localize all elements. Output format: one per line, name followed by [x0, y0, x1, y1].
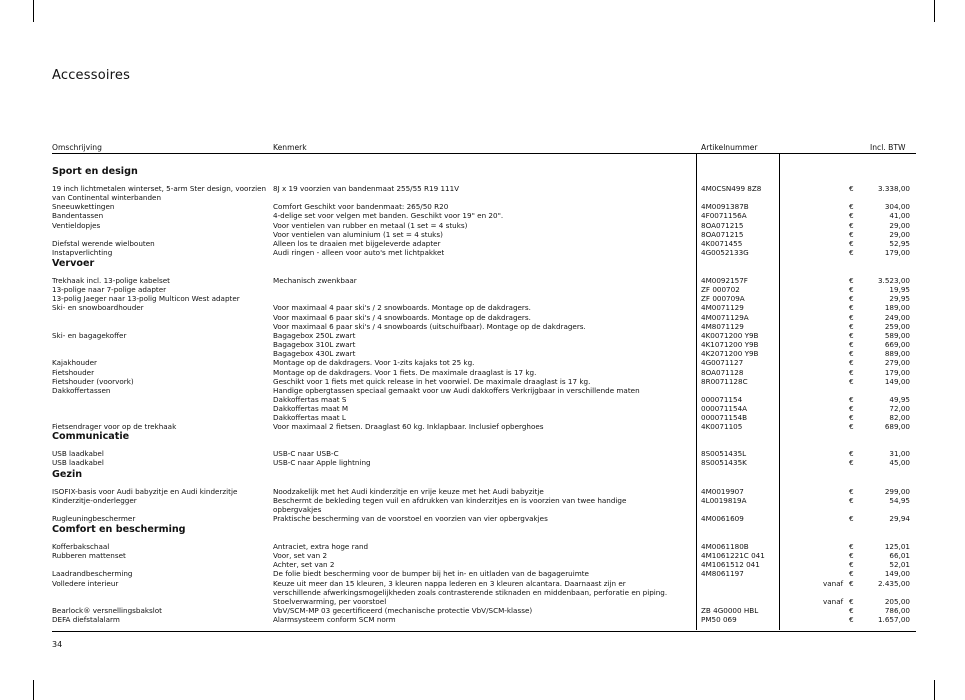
- item-feature: Geschikt voor 1 fiets met quick release in het voorwiel. De maximale draaglast is 17 kg.: [273, 376, 591, 386]
- item-article-number: 4G0071127: [701, 358, 744, 368]
- item-description: Sneeuwkettingen: [52, 202, 115, 212]
- currency-symbol: €: [849, 496, 854, 506]
- item-price: 29,00: [889, 229, 910, 239]
- item-feature: De folie biedt bescherming voor de bumper bij het in- en uitladen van de bagageruimte: [273, 569, 589, 579]
- item-feature: Antraciet, extra hoge rand: [273, 542, 369, 551]
- currency-symbol: €: [849, 551, 854, 561]
- item-price: 2.435,00: [877, 578, 910, 588]
- currency-symbol: €: [849, 238, 854, 248]
- item-feature: Stoelverwarming, per voorstoel: [273, 596, 387, 606]
- item-feature: Praktische bescherming van de voorstoel en voorzien van vier opbergvakjes: [273, 514, 548, 524]
- section-heading: Communicatie: [52, 431, 130, 442]
- currency-symbol: €: [849, 596, 854, 606]
- currency-symbol: €: [849, 394, 854, 404]
- item-article-number: PM50 069: [701, 615, 737, 625]
- item-article-number: 4M8061197: [701, 569, 744, 579]
- currency-symbol: €: [849, 376, 854, 386]
- item-price: 589,00: [884, 330, 910, 340]
- item-feature: Voor, set van 2: [273, 551, 328, 561]
- item-feature: Voor maximaal 4 paar ski's / 2 snowboards. Montage op de dakdragers.: [273, 303, 531, 313]
- item-price: 205,00: [884, 596, 910, 606]
- currency-symbol: €: [849, 578, 854, 588]
- item-article-number: 4M0071129A: [701, 312, 749, 322]
- item-article-number: 8OA071215: [701, 220, 744, 230]
- item-description: Diefstal werende wielbouten: [52, 238, 155, 248]
- item-price: 29,00: [889, 220, 910, 230]
- item-article-number: ZF 000702: [701, 285, 740, 295]
- column-header-price: Incl. BTW: [870, 143, 906, 152]
- currency-symbol: €: [849, 487, 854, 496]
- table-row: [0, 615, 965, 625]
- item-article-number: 000071154A: [701, 404, 748, 414]
- item-description: ISOFIX-basis voor Audi babyzitje en Audi kinderzitje: [52, 487, 238, 496]
- item-article-number: 8S0051435K: [701, 458, 747, 468]
- item-price: 249,00: [884, 312, 910, 322]
- price-prefix: vanaf: [823, 596, 844, 606]
- item-feature: Dakkoffertas maat S: [273, 394, 347, 404]
- item-price: 54,95: [889, 496, 910, 506]
- currency-symbol: €: [849, 367, 854, 377]
- table-row: [0, 458, 965, 468]
- item-article-number: 000071154: [701, 394, 743, 404]
- item-price: 29,95: [889, 294, 910, 304]
- item-description: Ski- en bagagekoffer: [52, 330, 127, 340]
- currency-symbol: €: [849, 349, 854, 359]
- item-price: 1.657,00: [877, 615, 910, 625]
- item-article-number: 4M0091387B: [701, 202, 749, 212]
- item-feature: Alleen los te draaien met bijgeleverde adapter: [273, 238, 441, 248]
- column-header-article: Artikelnummer: [701, 143, 758, 152]
- item-article-number: 4K0071200 Y9B: [701, 330, 759, 340]
- footer-divider: [52, 631, 916, 632]
- currency-symbol: €: [849, 184, 854, 193]
- item-feature: Alarmsysteem conform SCM norm: [273, 615, 396, 625]
- item-article-number: 4M0061609: [701, 514, 744, 524]
- table-row: [0, 422, 965, 432]
- currency-symbol: €: [849, 514, 854, 524]
- item-description: 13-polige naar 7-polige adapter: [52, 285, 167, 295]
- item-article-number: 4F0071156A: [701, 211, 747, 221]
- item-price: 669,00: [884, 340, 910, 350]
- item-description: DEFA diefstalalarm: [52, 615, 120, 625]
- item-description: van Continental winterbanden: [52, 193, 162, 203]
- item-price: 29,94: [889, 514, 910, 524]
- item-description: Kofferbakschaal: [52, 542, 110, 551]
- currency-symbol: €: [849, 202, 854, 212]
- item-article-number: 8OA071128: [701, 367, 744, 377]
- item-price: 304,00: [884, 202, 910, 212]
- item-article-number: 4M8071129: [701, 321, 744, 331]
- item-article-number: 4M1061221C 041: [701, 551, 765, 561]
- item-description: 19 inch lichtmetalen winterset, 5-arm Ster design, voorzien: [52, 184, 267, 193]
- item-feature: Handige opbergtassen speciaal gemaakt voor uw Audi dakkoffers Verkrijgbaar in verschillende maten: [273, 385, 640, 395]
- item-price: 49,95: [889, 394, 910, 404]
- item-feature: Noodzakelijk met het Audi kinderzitje en vrije keuze met het Audi babyzitje: [273, 487, 544, 496]
- item-feature: Mechanisch zwenkbaar: [273, 276, 357, 285]
- item-feature: 8J x 19 voorzien van bandenmaat 255/55 R19 111V: [273, 184, 460, 193]
- currency-symbol: €: [849, 615, 854, 625]
- currency-symbol: €: [849, 220, 854, 230]
- currency-symbol: €: [849, 321, 854, 331]
- item-price: 189,00: [884, 303, 910, 313]
- currency-symbol: €: [849, 422, 854, 432]
- currency-symbol: €: [849, 413, 854, 423]
- item-feature: opbergvakjes: [273, 505, 322, 515]
- item-price: 149,00: [884, 569, 910, 579]
- item-feature: Voor ventielen van aluminium (1 set = 4 stuks): [273, 229, 443, 239]
- item-feature: Achter, set van 2: [273, 560, 335, 570]
- section-heading: Gezin: [52, 469, 83, 480]
- section-heading: Vervoer: [52, 258, 95, 269]
- page-title: Accessoires: [52, 68, 131, 83]
- item-price: 149,00: [884, 376, 910, 386]
- item-description: Instapverlichting: [52, 248, 113, 258]
- item-article-number: 4K1071200 Y9B: [701, 340, 759, 350]
- item-article-number: 8OA071215: [701, 229, 744, 239]
- item-price: 52,01: [889, 560, 910, 570]
- item-feature: 4-delige set voor velgen met banden. Geschikt voor 19" en 20".: [273, 211, 504, 221]
- item-article-number: 4M0019907: [701, 487, 744, 496]
- item-description: Laadrandbescherming: [52, 569, 133, 579]
- item-article-number: 4M1061512 041: [701, 560, 760, 570]
- currency-symbol: €: [849, 358, 854, 368]
- item-feature: Voor maximaal 6 paar ski's / 4 snowboards. Montage op de dakdragers.: [273, 312, 531, 322]
- item-price: 45,00: [889, 458, 910, 468]
- currency-symbol: €: [849, 285, 854, 295]
- item-price: 125,01: [884, 542, 910, 551]
- item-feature: Montage op de dakdragers. Voor 1-zits kajaks tot 25 kg.: [273, 358, 475, 368]
- currency-symbol: €: [849, 248, 854, 258]
- currency-symbol: €: [849, 229, 854, 239]
- item-feature: USB-C naar USB-C: [273, 449, 339, 458]
- item-feature: Beschermt de bekleding tegen vuil en afdrukken van kinderzitjes en is voorzien van twee handige: [273, 496, 627, 506]
- item-description: Volledere interieur: [52, 578, 119, 588]
- item-price: 3.523,00: [877, 276, 910, 285]
- section-heading: Comfort en bescherming: [52, 524, 186, 535]
- item-description: Ventieldopjes: [52, 220, 101, 230]
- item-feature: Dakkoffertas maat L: [273, 413, 346, 423]
- item-feature: USB-C naar Apple lightning: [273, 458, 371, 468]
- item-feature: Voor maximaal 2 fietsen. Draaglast 60 kg. Inklapbaar. Inclusief opberghoes: [273, 422, 544, 432]
- column-header-description: Omschrijving: [52, 143, 102, 152]
- item-price: 31,00: [889, 449, 910, 458]
- item-article-number: 8S0051435L: [701, 449, 747, 458]
- item-price: 179,00: [884, 248, 910, 258]
- item-feature: Comfort Geschikt voor bandenmaat: 265/50 R20: [273, 202, 449, 212]
- item-article-number: 4G0052133G: [701, 248, 749, 258]
- item-article-number: 4L0019819A: [701, 496, 747, 506]
- currency-symbol: €: [849, 449, 854, 458]
- item-description: Trekhaak incl. 13-polige kabelset: [52, 276, 170, 285]
- currency-symbol: €: [849, 211, 854, 221]
- item-price: 179,00: [884, 367, 910, 377]
- item-description: 13-polig Jaeger naar 13-polig Multicon West adapter: [52, 294, 240, 304]
- item-description: Ski- en snowboardhouder: [52, 303, 144, 313]
- item-price: 19,95: [889, 285, 910, 295]
- item-price: 279,00: [884, 358, 910, 368]
- currency-symbol: €: [849, 458, 854, 468]
- item-price: 41,00: [889, 211, 910, 221]
- item-description: Kinderzitje-onderlegger: [52, 496, 137, 506]
- item-feature: Bagagebox 250L zwart: [273, 330, 356, 340]
- item-article-number: ZB 4G0000 HBL: [701, 606, 759, 616]
- item-article-number: 4K0071105: [701, 422, 743, 432]
- item-description: Fietshouder (voorvork): [52, 376, 134, 386]
- item-description: Bandentassen: [52, 211, 104, 221]
- item-feature: Bagagebox 430L zwart: [273, 349, 356, 359]
- item-article-number: ZF 000709A: [701, 294, 745, 304]
- column-header-feature: Kenmerk: [273, 143, 307, 152]
- currency-symbol: €: [849, 330, 854, 340]
- item-description: USB laadkabel: [52, 449, 104, 458]
- item-description: Bearlock® versnellingsbakslot: [52, 606, 162, 616]
- item-feature: VbV/SCM-MP 03 gecertificeerd (mechanische protectie VbV/SCM-klasse): [273, 606, 533, 616]
- item-description: Fietsendrager voor op de trekhaak: [52, 422, 177, 432]
- item-price: 3.338,00: [877, 184, 910, 193]
- currency-symbol: €: [849, 560, 854, 570]
- table-row: [0, 514, 965, 524]
- item-price: 299,00: [884, 487, 910, 496]
- currency-symbol: €: [849, 404, 854, 414]
- currency-symbol: €: [849, 303, 854, 313]
- currency-symbol: €: [849, 569, 854, 579]
- currency-symbol: €: [849, 276, 854, 285]
- item-feature: Voor maximaal 6 paar ski's / 4 snowboards (uitschuifbaar). Montage op de dakdragers.: [273, 321, 586, 331]
- item-price: 82,00: [889, 413, 910, 423]
- item-article-number: 4M0071129: [701, 303, 744, 313]
- item-feature: Montage op de dakdragers. Voor 1 fiets. De maximale draaglast is 17 kg.: [273, 367, 537, 377]
- item-article-number: 8R0071128C: [701, 376, 748, 386]
- item-price: 72,00: [889, 404, 910, 414]
- item-description: Fietshouder: [52, 367, 95, 377]
- item-article-number: 4M0061180B: [701, 542, 749, 551]
- item-description: Rugleuningbeschermer: [52, 514, 136, 524]
- item-article-number: 4M0092157F: [701, 276, 748, 285]
- item-feature: Bagagebox 310L zwart: [273, 340, 356, 350]
- page-number: 34: [52, 640, 63, 649]
- currency-symbol: €: [849, 606, 854, 616]
- currency-symbol: €: [849, 312, 854, 322]
- item-article-number: 4K0071455: [701, 238, 743, 248]
- section-heading: Sport en design: [52, 166, 138, 177]
- item-description: Dakkoffertassen: [52, 385, 111, 395]
- item-price: 889,00: [884, 349, 910, 359]
- item-price: 689,00: [884, 422, 910, 432]
- item-description: Rubberen mattenset: [52, 551, 126, 561]
- item-feature: Keuze uit meer dan 15 kleuren, 3 kleuren nappa lederen en 3 kleuren alcantara. Daarnaast zijn er: [273, 578, 626, 588]
- item-price: 259,00: [884, 321, 910, 331]
- item-description: USB laadkabel: [52, 458, 104, 468]
- item-article-number: 000071154B: [701, 413, 748, 423]
- item-price: 66,01: [889, 551, 910, 561]
- item-article-number: 4M0CSN499 8Z8: [701, 184, 762, 193]
- item-price: 52,95: [889, 238, 910, 248]
- item-feature: verschillende afwerkingsmogelijkheden zoals contrasterende stiknaden en middenbaan, perforatie en piping.: [273, 587, 668, 597]
- price-prefix: vanaf: [823, 578, 844, 588]
- item-price: 786,00: [884, 606, 910, 616]
- currency-symbol: €: [849, 294, 854, 304]
- item-feature: Dakkoffertas maat M: [273, 404, 349, 414]
- currency-symbol: €: [849, 340, 854, 350]
- currency-symbol: €: [849, 542, 854, 551]
- table-row: [0, 248, 965, 258]
- item-article-number: 4K2071200 Y9B: [701, 349, 759, 359]
- item-feature: Voor ventielen van rubber en metaal (1 set = 4 stuks): [273, 220, 468, 230]
- item-description: Kajakhouder: [52, 358, 98, 368]
- item-feature: Audi ringen - alleen voor auto's met lichtpakket: [273, 248, 445, 258]
